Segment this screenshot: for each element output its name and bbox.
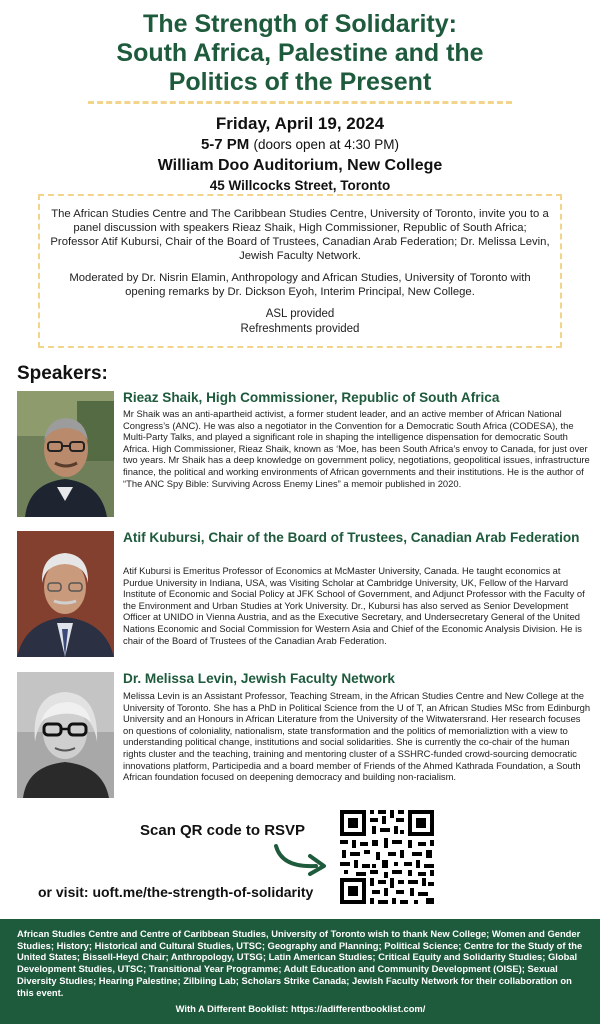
event-address: 45 Willcocks Street, Toronto bbox=[209, 178, 391, 193]
speakers-heading: Speakers: bbox=[17, 363, 108, 384]
footer-acknowledgements bbox=[0, 919, 600, 1024]
speaker-bio-shaik: Mr Shaik was an anti-apartheid activist, a former student leader, and an active member of African National Congress’s (ANC). He was also a negotiator in the Convention for a Democratic South Africa (CODESA), the Multi-Party Talks, and played a significant role in shaping the intelligence dispensation for democratic South Africa. High Commissioner, Rieaz Shaik, known as ‘Moe, has been South Africa’s envoy to Canada, for just over two years. Mr Shaik has a deep knowledge on government policy, negotiations, geopolitical issues, infrastructure finance, the political and working environments of African governments and their institutions. He is the author of “The ANC Spy Bible: Surviving Across Enemy Lines” a memoir published in 2020. bbox=[123, 408, 590, 489]
speaker-name-shaik: Rieaz Shaik, High Commissioner, Republic of South Africa bbox=[123, 390, 500, 405]
portrait-older-man-icon bbox=[17, 531, 114, 657]
asl-note: ASL provided bbox=[265, 308, 335, 320]
rsvp-url[interactable]: or visit: uoft.me/the-strength-of-solidarity bbox=[38, 884, 314, 900]
speaker-name-levin: Dr. Melissa Levin, Jewish Faculty Network bbox=[123, 671, 395, 686]
speaker-photo-kubursi bbox=[17, 531, 114, 657]
footer-thanks-text: African Studies Centre and Centre of Caribbean Studies, University of Toronto wish to thank New College; Women and Gender Studies; History; Historical and Cultural Studies, UTSC; Geography and Planning; Political Science; Centre for the Study of the United States; Bissell-Heyd Chair; Anthropology, UTSG; Latin American Studies; Critical Equity and Solidarity Studies; Global Development Studies, UTSC; Transitional Year Programme; Adult Education and Community Development (OISE); Sexual Diversity Studies; Hearing Palestine; Zilbiing Lab; Scholars Strike Canada; Jewish Faculty Network for their collaboration on this event. bbox=[17, 928, 583, 998]
footer-booklist-link[interactable]: With A Different Booklist: https://adifferentbooklist.com/ bbox=[175, 1003, 426, 1015]
event-date: Friday, April 19, 2024 bbox=[215, 114, 385, 133]
title-line-2: South Africa, Palestine and the bbox=[116, 39, 484, 67]
event-details bbox=[0, 112, 600, 195]
title-line-1: The Strength of Solidarity: bbox=[143, 10, 457, 38]
title-line-3: Politics of the Present bbox=[168, 68, 432, 96]
event-time-line bbox=[0, 135, 600, 155]
speaker-bio-levin: Melissa Levin is an Assistant Professor, Teaching Stream, in the African Studies Centre and New College at the University of Toronto. She has a PhD in Political Science from the U of T, an African Studies MSc from Edinburgh University and an Honours in African Literature from the University of the Witwatersrand. Her research focuses on questions of coloniality, nationalism, state transformation and the politics of memorializtion with a view to understanding political change, institutions and social solidarities. She is currently the co-chair of the human rights cluster and the teaching, training and mentoring cluster of a SSHRC-funded crowd-sourcing democratic innovations platform, Participedia and a board member of Friends of the Ahmed Kathrada Foundation, a South African foundation focused on deepening democracy and building non-racialism. bbox=[123, 690, 591, 783]
poster-title bbox=[0, 10, 600, 97]
invitation-paragraph: The African Studies Centre and The Caribbean Studies Centre, University of Toronto, invite you to a panel discussion with speakers Rieaz Shaik, High Commissioner, Republic of South Africa; Professor Atif Kubursi, Chair of the Board of Trustees, Canadian Arab Federation; Dr. Melissa Levin, Jewish Faculty Network. bbox=[50, 208, 550, 262]
doors-open-note: (doors open at 4:30 PM) bbox=[253, 137, 400, 152]
event-venue: William Doo Auditorium, New College bbox=[157, 157, 443, 174]
portrait-woman-glasses-icon bbox=[17, 672, 114, 798]
refreshments-note: Refreshments provided bbox=[240, 323, 360, 335]
title-divider bbox=[88, 101, 512, 104]
speaker-name-kubursi: Atif Kubursi, Chair of the Board of Trustees, Canadian Arab Federation bbox=[123, 530, 580, 545]
moderator-paragraph: Moderated by Dr. Nisrin Elamin, Anthropology and African Studies, University of Toronto with opening remarks by Dr. Dickson Eyoh, Interim Principal, New College. bbox=[69, 272, 531, 298]
curved-arrow-icon bbox=[272, 842, 330, 876]
speaker-photo-shaik bbox=[17, 391, 114, 517]
invitation-box bbox=[38, 194, 562, 348]
speaker-photo-levin bbox=[17, 672, 114, 798]
rsvp-scan-label: Scan QR code to RSVP bbox=[140, 822, 306, 839]
speaker-bio-kubursi: Atif Kubursi is Emeritus Professor of Economics at McMaster University, Canada. He taught economics at Purdue University in Indiana, USA, was Visiting Scholar at Cambridge University, UK, Fellow of the Harvard Institute of Economic and Social Policy at JFK School of Government, and Adjunct Professor with the Faculty of the Environment and Urban Studies at York University. Dr., Kubursi has also served as Senior Development Officer at UNIDO in Vienna Austria, and as the Executive Secretary, and Undersecretary General of the United Nations Economic and Social Commission for Western Asia and Chief of the Economic Analysis Division. He is chair of the Board of Trustees of the Canadian Arab Federation. bbox=[123, 565, 585, 646]
qr-code-icon[interactable] bbox=[338, 808, 436, 906]
event-time: 5-7 PM bbox=[200, 136, 250, 153]
portrait-man-glasses-icon bbox=[17, 391, 114, 517]
